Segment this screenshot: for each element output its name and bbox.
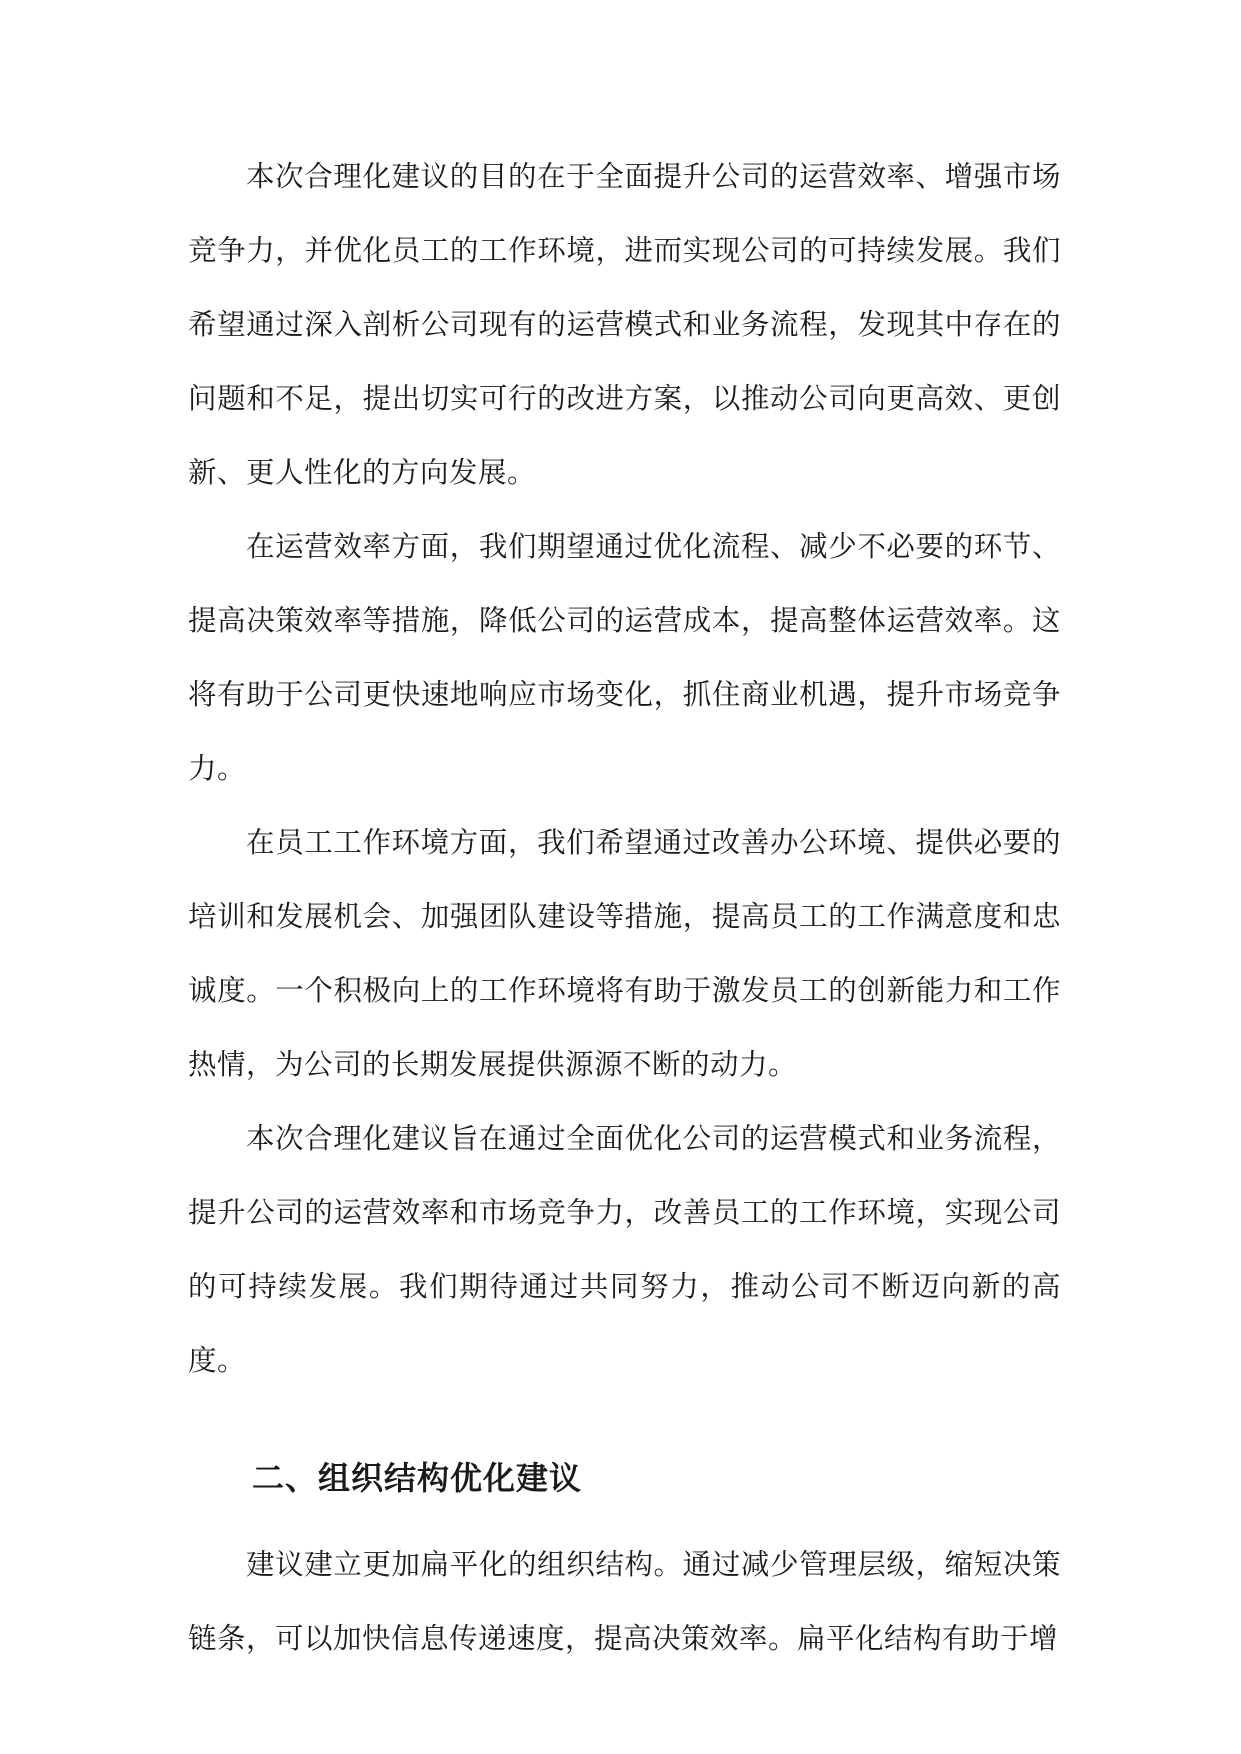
body-paragraph-3: 在员工工作环境方面，我们希望通过改善办公环境、提供必要的培训和发展机会、加强团队建设等措施，提高员工的工作满意度和忠诚度。一个积极向上的工作环境将有助于激发员工的创新能力和工作热情，为公司的长期发展提供源源不断的动力。 xyxy=(188,826,1061,1081)
body-paragraph-1: 本次合理化建议的目的在于全面提升公司的运营效率、增强市场竞争力，并优化员工的工作环境，进而实现公司的可持续发展。我们希望通过深入剖析公司现有的运营模式和业务流程，发现其中存在的问题和不足，提出切实可行的改进方案，以推动公司向更高效、更创新、更人性化的方向发展。 xyxy=(188,160,1061,489)
section-heading: 二、组织结构优化建议 xyxy=(252,1459,583,1497)
body-paragraph-4: 本次合理化建议旨在通过全面优化公司的运营模式和业务流程，提升公司的运营效率和市场竞争力，改善员工的工作环境，实现公司的可持续发展。我们期待通过共同努力，推动公司不断迈向新的高度。 xyxy=(188,1122,1061,1377)
body-paragraph-5: 建议建立更加扁平化的组织结构。通过减少管理层级，缩短决策链条，可以加快信息传递速度，提高决策效率。扁平化结构有助于增 xyxy=(188,1548,1061,1655)
body-paragraph-2: 在运营效率方面，我们期望通过优化流程、减少不必要的环节、提高决策效率等措施，降低公司的运营成本，提高整体运营效率。这将有助于公司更快速地响应市场变化，抓住商业机遇，提升市场竞争力。 xyxy=(188,530,1061,785)
